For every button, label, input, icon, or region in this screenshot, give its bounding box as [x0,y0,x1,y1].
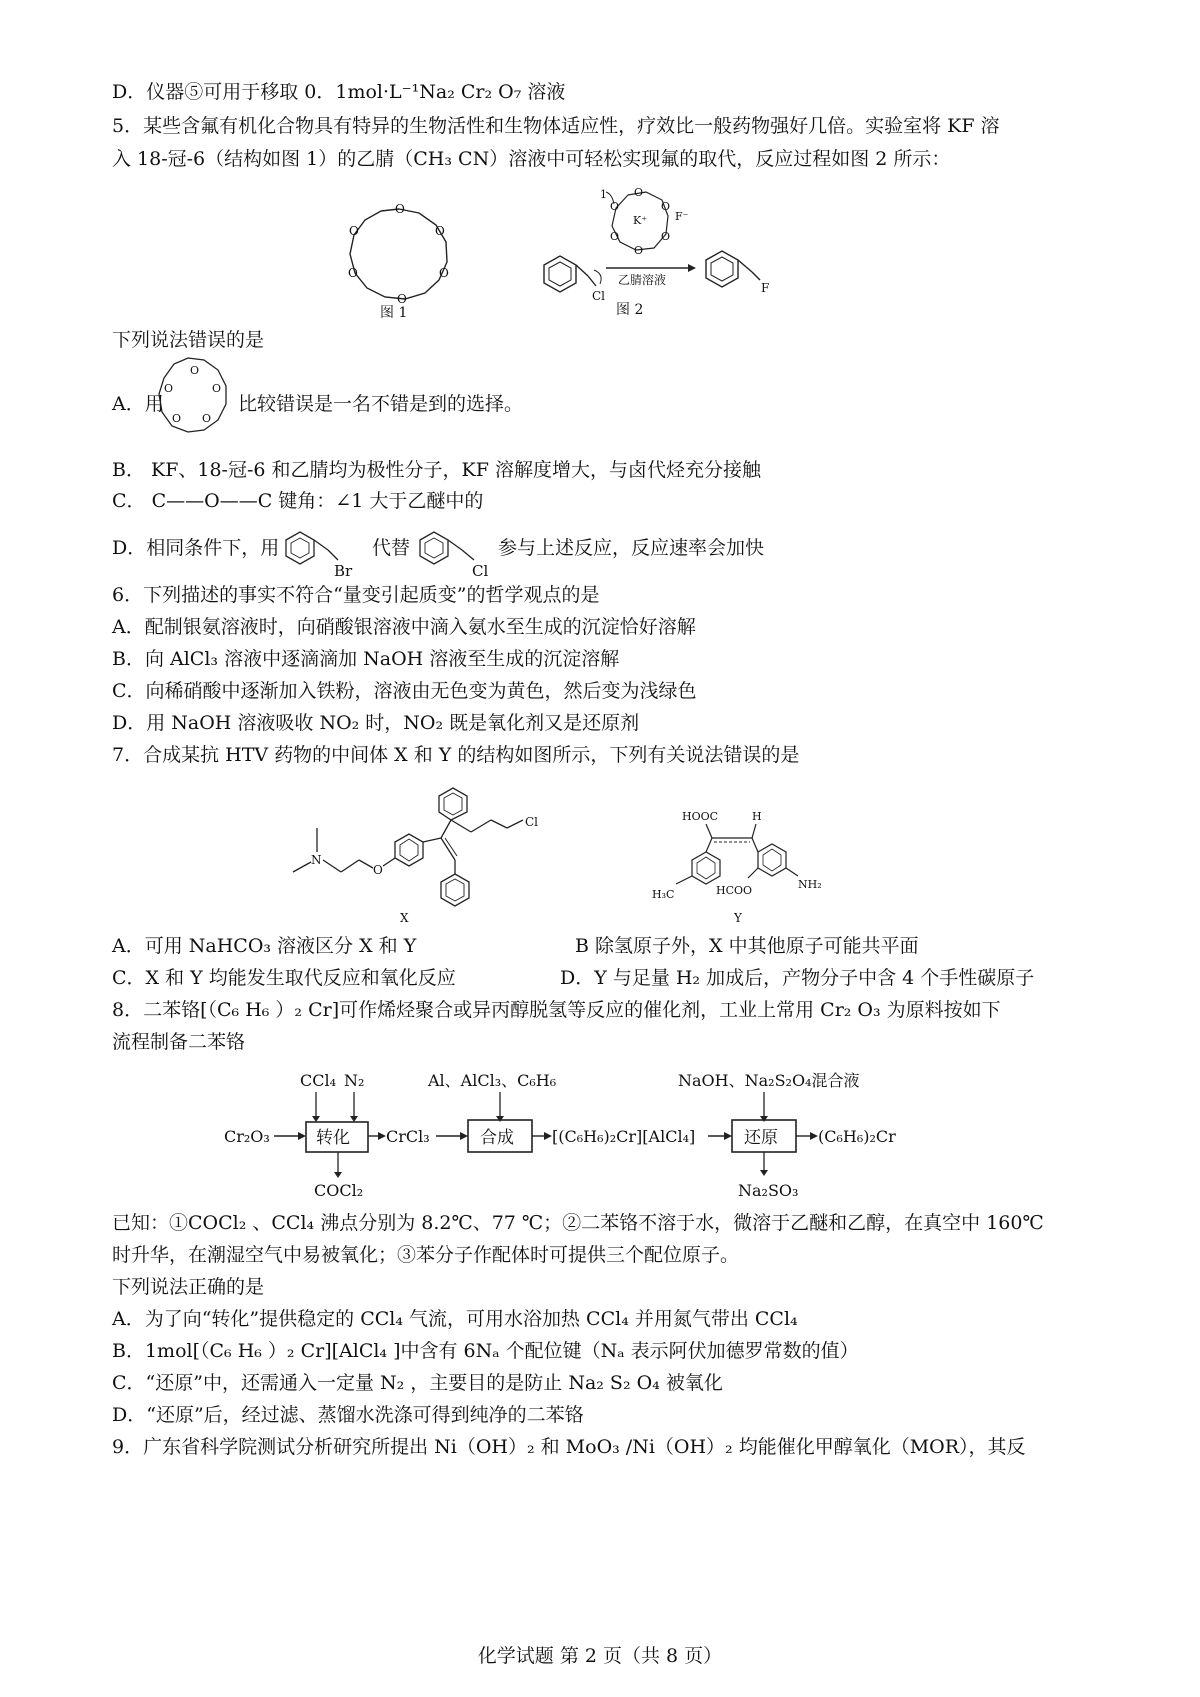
fig2-o-3: O [661,230,671,243]
flow-box2: 合成 [480,1128,514,1148]
fig1-caption: 图 1 [380,305,408,320]
q5-question: 下列说法错误的是 [112,329,265,351]
q4-option-d: D．仪器⑤可用于移取 0．1mol·L⁻¹Na₂ Cr₂ O₇ 溶液 [112,81,566,103]
flow-box3: 还原 [744,1128,778,1148]
page-footer: 化学试题 第 2 页（共 8 页） [477,1645,723,1667]
option-d-benzyl-bromide [278,520,368,580]
fig1-o-6: O [349,224,359,238]
structure-y [648,806,888,928]
q7-option-a: A．可用 NaHCO₃ 溶液区分 X 和 Y [112,935,417,957]
figure-1-crown-ether [335,195,465,320]
y-h3c: H₃C [652,888,675,901]
q7-option-c: C．X 和 Y 均能发生取代反应和氧化反应 [112,967,456,989]
q8-known-line2: 时升华，在潮湿空气中易被氧化；③苯分子作配体时可提供三个配位原子。 [112,1244,740,1266]
q8-stem-line1: 8．二苯铬[（C₆ H₆ ）₂ Cr]可作烯烃聚合或异丙醇脱氢等反应的催化剂，工业上常用 Cr₂ O₃ 为原料按如下 [112,999,1001,1021]
q6-option-c: C．向稀硝酸中逐渐加入铁粉，溶液由无色变为黄色，然后变为浅绿色 [112,680,697,702]
flow-in1a: CCl₄ [300,1071,337,1090]
fig2-k-plus: K⁺ [633,214,648,227]
y-h: H [752,810,762,823]
q8-option-b: B．1mol[（C₆ H₆ ）₂ Cr][AlCl₄ ]中含有 6Nₐ 个配位键（Nₐ 表示阿伏加德罗常数的值） [112,1340,859,1362]
q8-option-a: A．为了向“转化”提供稳定的 CCl₄ 气流，可用水浴加热 CCl₄ 并用氮气带出 CCl₄ [112,1308,798,1330]
q5-option-b: B． KF、18-冠-6 和乙腈均为极性分子，KF 溶解度增大，与卤代烃充分接触 [112,459,761,481]
fig2-o-1: O [634,186,644,199]
fig2-cl-left: Cl [592,289,606,303]
flow-box1: 转化 [316,1128,350,1148]
fig2-o-2: O [661,200,671,213]
fig2-arrow-label: 乙腈溶液 [618,273,667,287]
fig1-o-3: O [439,266,449,280]
x-cl: Cl [525,815,539,829]
q8-question: 下列说法正确的是 [112,1276,265,1298]
x-o: O [373,863,383,877]
flow-out1: COCl₂ [314,1181,364,1200]
fig2-o-5: O [610,230,620,243]
flow-end: (C₆H₆)₂Cr [818,1127,896,1146]
flow-mid1: CrCl₃ [386,1127,430,1146]
q8-known-line1: 已知：①COCl₂ 、CCl₄ 沸点分别为 8.2℃、77 ℃；②二苯铬不溶于水，微溶于乙醚和乙醇，在真空中 160℃ [112,1212,1044,1234]
opta-o-4: O [172,412,182,425]
q5-option-a-prefix: A．用 [112,393,164,415]
flow-in1b: N₂ [344,1071,365,1090]
flow-out3: Na₂SO₃ [738,1181,799,1200]
x-n: N [311,853,322,867]
q5-option-d-suffix: 参与上述反应，反应速率会加快 [498,537,765,559]
opta-o-1: O [190,364,200,377]
opta-o-5: O [164,382,174,395]
y-label: Y [734,911,742,925]
flow-start: Cr₂O₃ [224,1127,270,1146]
fig1-o-5: O [348,266,358,280]
fig1-o-4: O [397,292,407,306]
q8-flowchart [218,1062,988,1208]
q8-option-d: D．“还原”后，经过滤、蒸馏水洗涤可得到纯净的二苯铬 [112,1404,584,1426]
q6-option-d: D．用 NaOH 溶液吸收 NO₂ 时，NO₂ 既是氧化剂又是还原剂 [112,712,640,734]
fig2-o-6: O [610,200,620,213]
fig1-o-2: O [435,224,445,238]
q5-stem-line1: 5．某些含氟有机化合物具有特异的生物活性和生物体适应性，疗效比一般药物强好几倍。实验室将 KF 溶 [112,115,1000,137]
q6-option-a: A．配制银氨溶液时，向硝酸银溶液中滴入氨水至生成的沉淀恰好溶解 [112,616,696,638]
q5-option-d-prefix: D．相同条件下，用 [112,537,280,559]
q6-stem: 6．下列描述的事实不符合“量变引起质变”的哲学观点的是 [112,584,600,606]
fig2-o-4: O [634,244,644,257]
x-label: X [400,911,409,925]
q5-option-a-suffix: 比较错误是一名不错是到的选择。 [238,393,524,415]
q7-option-d: D．Y 与足量 H₂ 加成后，产物分子中含 4 个手性碳原子 [560,967,1035,989]
option-d-br: Br [334,562,353,580]
fig2-caption: 图 2 [616,302,644,318]
q6-option-b: B．向 AlCl₃ 溶液中逐滴滴加 NaOH 溶液至生成的沉淀溶解 [112,648,620,670]
q9-stem: 9．广东省科学院测试分析研究所提出 Ni（OH）₂ 和 MoO₃ /Ni（OH）₂ 均能催化甲醇氧化（MOR），其反 [112,1436,1026,1458]
option-a-crown-ether [150,352,238,440]
q7-option-b: B 除氢原子外，X 中其他原子可能共平面 [575,935,919,957]
option-d-benzyl-chloride [412,520,502,580]
q5-option-d-mid: 代替 [372,537,411,559]
option-d-cl: Cl [472,562,489,580]
y-hooc: HOOC [682,810,719,823]
flow-in3: NaOH、Na₂S₂O₄混合液 [678,1071,860,1090]
fig2-f-minus: F⁻ [675,210,689,223]
structure-x [285,780,585,928]
q5-stem-line2: 入 18-冠-6（结构如图 1）的乙腈（CH₃ CN）溶液中可轻松实现氟的取代，反应过程如图 2 所示： [112,148,951,170]
fig2-f: F [761,281,770,295]
y-hcoo: HCOO [716,884,753,897]
figure-2-reaction [530,180,880,340]
opta-o-3: O [202,412,212,425]
flow-mid2: [(C₆H₆)₂Cr][AlCl₄] [552,1127,696,1146]
q8-option-c: C．“还原”中，还需通入一定量 N₂ ，主要目的是防止 Na₂ S₂ O₄ 被氧化 [112,1372,723,1394]
opta-o-2: O [212,382,222,395]
fig1-o-1: O [395,202,405,216]
q8-stem-line2: 流程制备二苯铬 [112,1031,246,1053]
q7-stem: 7．合成某抗 HTV 药物的中间体 X 和 Y 的结构如图所示，下列有关说法错误的是 [112,744,800,766]
y-nh2: NH₂ [798,878,822,891]
flow-in2: Al、AlCl₃、C₆H₆ [428,1071,557,1090]
fig2-label-1: 1 [600,188,607,201]
q5-option-c: C． C——O——C 键角：∠1 大于乙醚中的 [112,490,484,512]
